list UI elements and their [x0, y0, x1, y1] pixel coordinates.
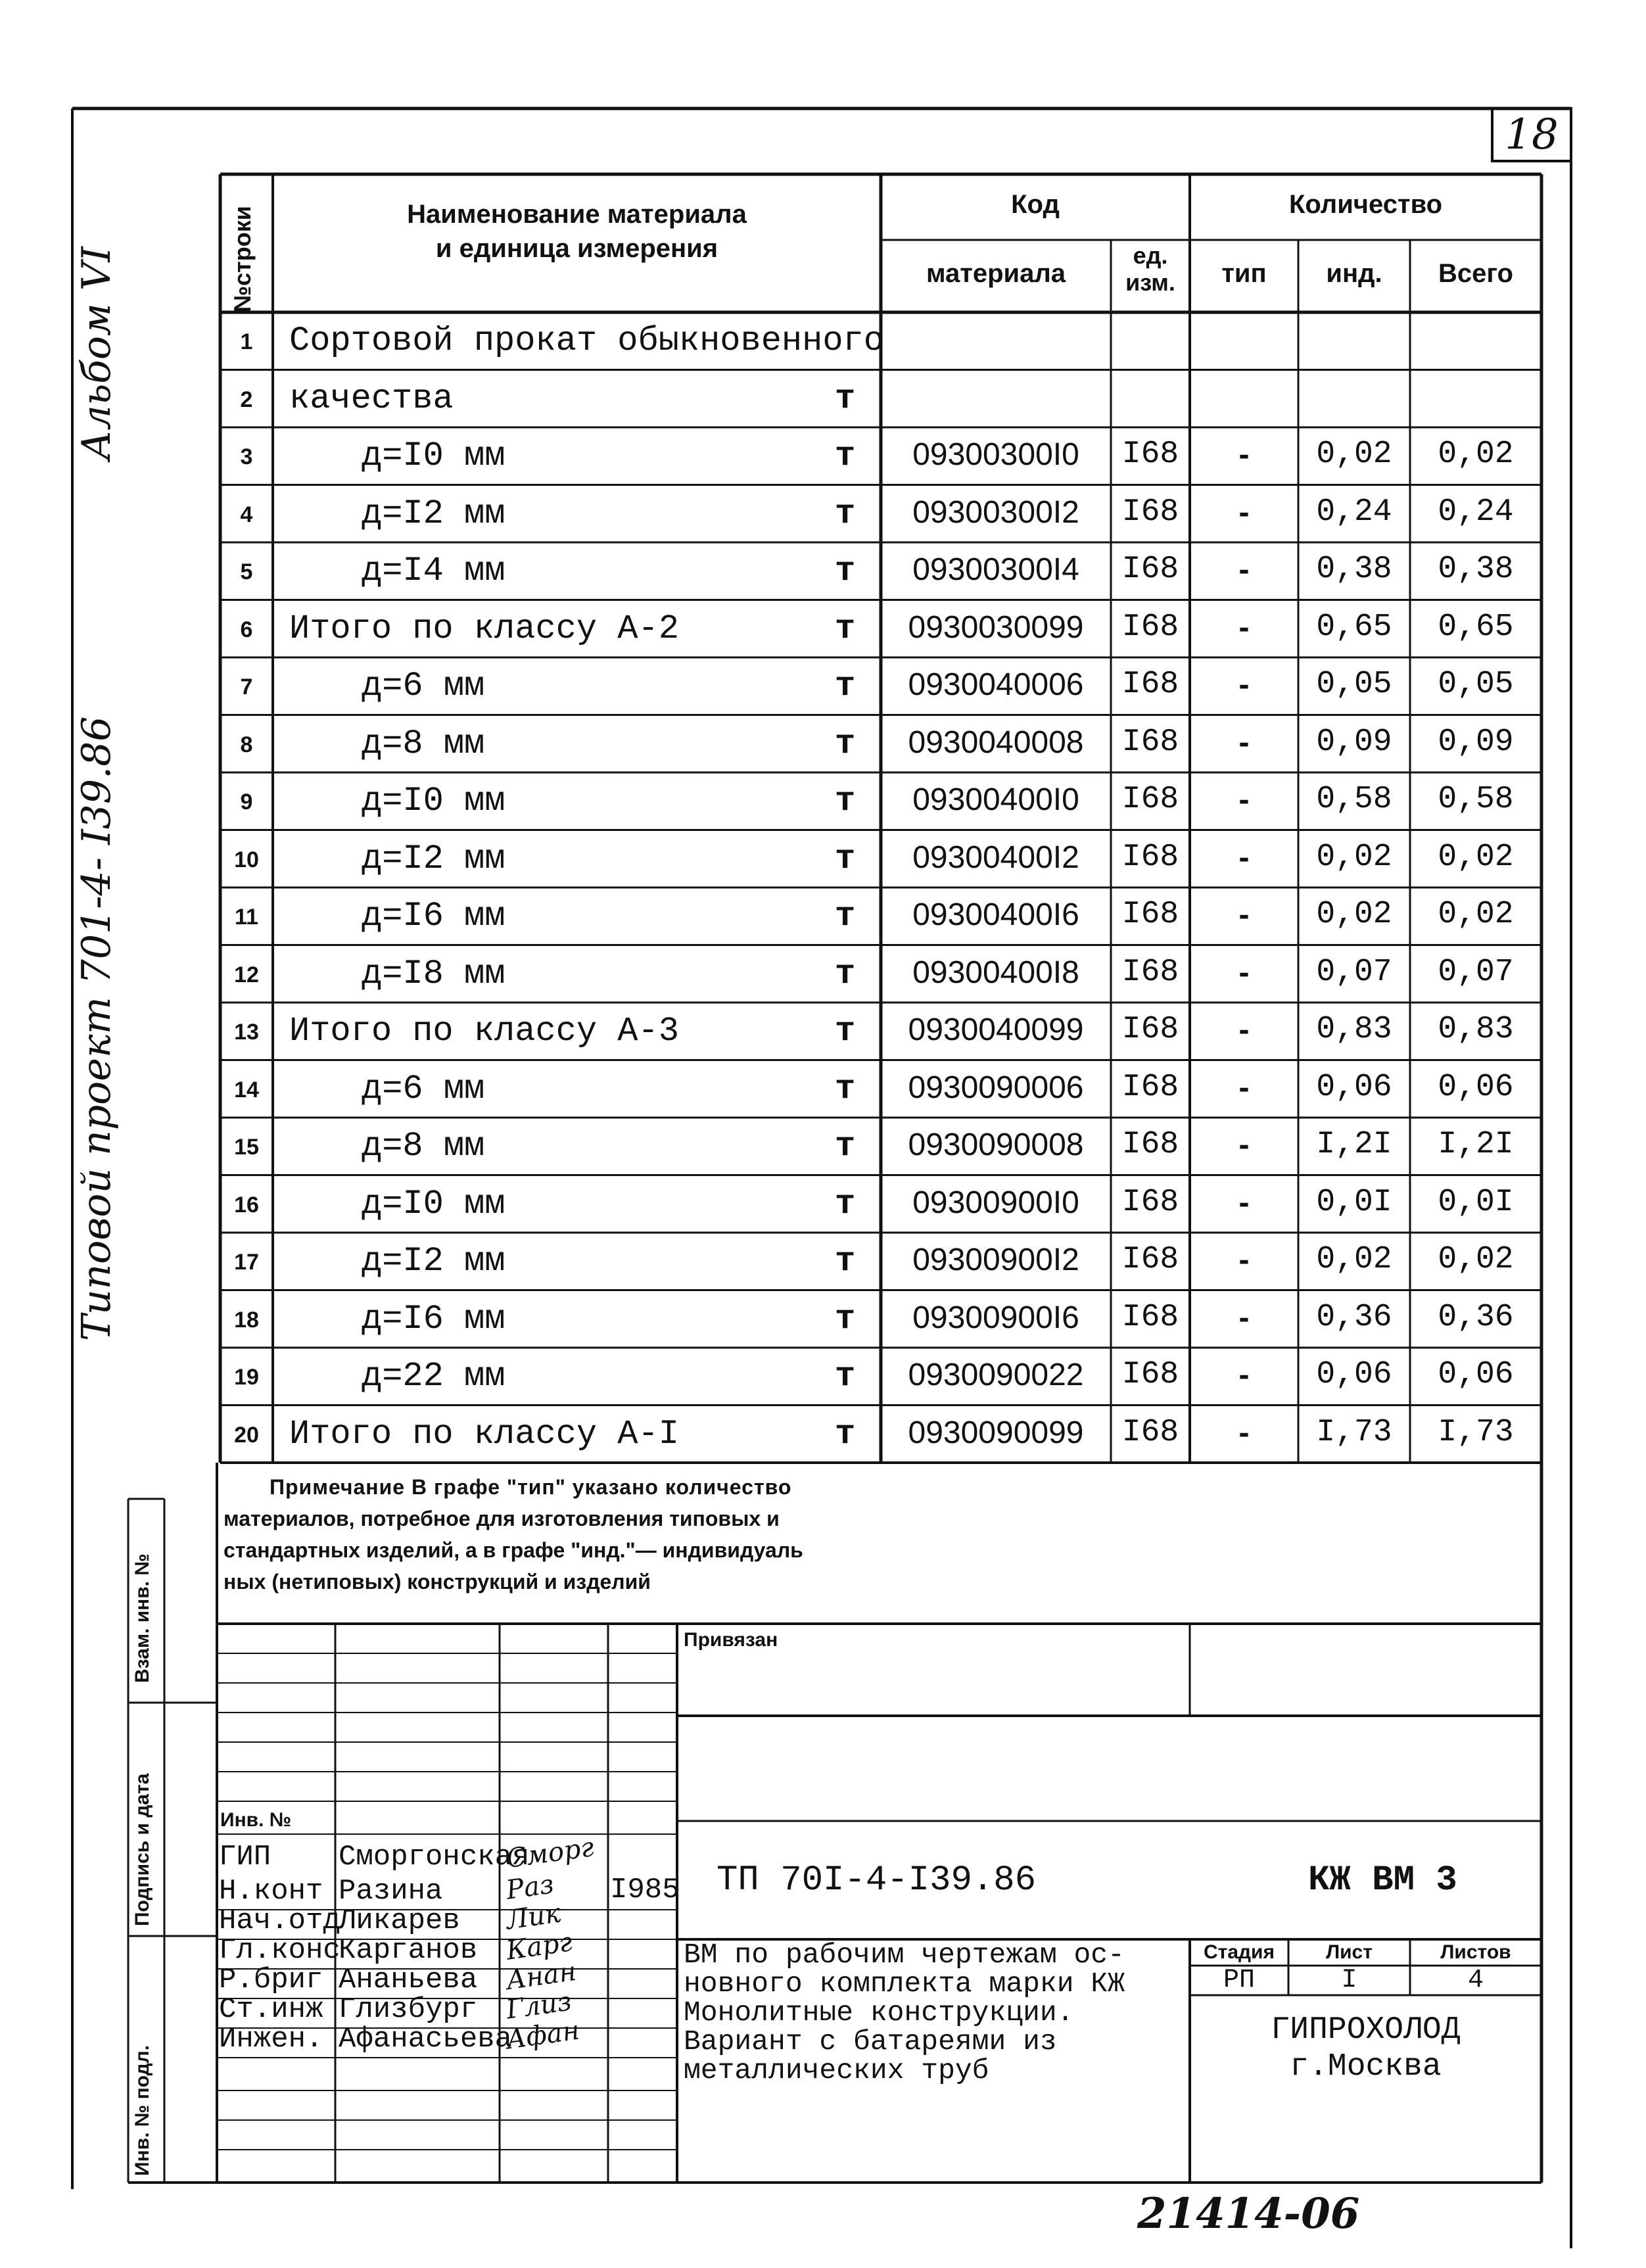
- material-code: 09300900I2: [912, 1242, 1079, 1277]
- ind-value: 0,0I: [1316, 1184, 1392, 1220]
- material-code: 09300300I2: [912, 494, 1079, 530]
- type-value: -: [1238, 552, 1250, 587]
- ind-value: 0,24: [1316, 494, 1392, 530]
- signature-icon: Анан: [504, 1956, 578, 1996]
- person-name: Ананьева: [339, 1964, 478, 1996]
- unit-letter: т: [835, 954, 856, 993]
- material-name: д=I6 мм: [362, 897, 506, 935]
- total-value: 0,07: [1438, 954, 1514, 990]
- material-header: материала: [926, 259, 1066, 288]
- unit-code: I68: [1121, 437, 1179, 472]
- stage-value: РП: [1223, 1966, 1255, 1995]
- note-line1: Примечание В графе "тип" указано количество: [270, 1475, 792, 1499]
- material-name: д=8 мм: [362, 1127, 485, 1166]
- ind-value: I,2I: [1316, 1127, 1392, 1162]
- ind-header: инд.: [1326, 259, 1382, 288]
- note: [223, 1471, 1472, 1597]
- material-name: д=22 мм: [362, 1357, 506, 1396]
- person-role: Ст.инж: [219, 1993, 323, 2026]
- type-value: -: [1238, 494, 1250, 530]
- row-number: 12: [234, 962, 259, 987]
- material-code: 09300300I0: [912, 437, 1079, 472]
- row-number-header: №строки: [229, 206, 256, 312]
- unit-code: I68: [1121, 1299, 1179, 1335]
- note-line3: стандартных изделий, а в графе "инд."— индивидуаль: [223, 1538, 803, 1562]
- unit-letter: т: [835, 839, 856, 878]
- material-name: д=8 мм: [362, 724, 485, 763]
- material-code: 0930040099: [908, 1012, 1084, 1047]
- ind-value: 0,65: [1316, 609, 1392, 645]
- type-value: -: [1238, 897, 1250, 932]
- material-code: 0930090008: [908, 1127, 1084, 1162]
- row-number: 17: [234, 1250, 259, 1275]
- org-name: ГИПРОХОЛОД: [1271, 2012, 1461, 2048]
- unit-letter: т: [835, 552, 856, 590]
- ind-value: 0,07: [1316, 954, 1392, 990]
- unit-letter: т: [835, 782, 856, 820]
- unit-code: I68: [1121, 1127, 1179, 1162]
- ind-value: 0,02: [1316, 897, 1392, 932]
- material-code: 0930090099: [908, 1415, 1084, 1450]
- signature-icon: Раз: [504, 1869, 556, 1906]
- privyazan-label: Привязан: [684, 1629, 778, 1651]
- project-label: Типовой проект 701-4- I39.86: [74, 716, 120, 1341]
- row-number: 4: [240, 502, 253, 527]
- code-header: Код: [1011, 190, 1060, 219]
- total-value: 0,36: [1438, 1299, 1514, 1335]
- type-value: -: [1238, 724, 1250, 760]
- material-code: 09300900I0: [912, 1185, 1079, 1220]
- unit-letter: т: [835, 1127, 856, 1166]
- ind-value: 0,05: [1316, 667, 1392, 702]
- material-name: Итого по классу А-I: [289, 1414, 679, 1453]
- material-code: 0930040008: [908, 724, 1084, 760]
- material-name: д=I2 мм: [362, 839, 506, 878]
- unit-code: I68: [1121, 494, 1179, 530]
- ind-value: 0,02: [1316, 1242, 1392, 1277]
- type-value: -: [1238, 1300, 1250, 1335]
- organization: [1190, 2012, 1541, 2085]
- material-name: Итого по классу А-2: [289, 609, 679, 648]
- material-code: 0930090022: [908, 1358, 1084, 1392]
- material-code: 09300900I6: [912, 1300, 1079, 1335]
- type-value: -: [1238, 1012, 1250, 1047]
- total-value: 0,06: [1438, 1357, 1514, 1392]
- material-name: д=I0 мм: [362, 437, 506, 475]
- signature-icon: Афан: [504, 2015, 582, 2056]
- unit-code: I68: [1121, 667, 1179, 702]
- signature-icon: Лик: [504, 1898, 563, 1936]
- sheet-label: Лист: [1326, 1941, 1373, 1963]
- unit-letter: т: [835, 724, 856, 763]
- material-name: д=6 мм: [362, 667, 485, 705]
- document-code: ТП 70I-4-I39.86: [717, 1860, 1037, 1901]
- quantity-header: Количество: [1288, 190, 1443, 219]
- ind-value: 0,09: [1316, 724, 1392, 760]
- total-value: 0,02: [1438, 897, 1514, 932]
- row-number: 19: [234, 1365, 259, 1390]
- inv-number-label: Инв. №: [220, 1809, 292, 1831]
- row-number: 10: [234, 847, 259, 872]
- type-value: -: [1238, 1185, 1250, 1220]
- unit-letter: т: [835, 609, 856, 648]
- unit-code: I68: [1121, 782, 1179, 817]
- type-value: -: [1238, 609, 1250, 645]
- total-value: I,73: [1438, 1414, 1514, 1450]
- unit-code: I68: [1121, 1414, 1179, 1450]
- person-name: Разина: [339, 1875, 443, 1908]
- signature-date-label: Подпись и дата: [131, 1773, 153, 1926]
- row-number: 7: [240, 674, 253, 699]
- document-title: [684, 1941, 1125, 2085]
- material-code: 09300400I2: [912, 839, 1079, 875]
- unit-code: I68: [1121, 1012, 1179, 1047]
- person-role: Гл.конс: [219, 1934, 341, 1967]
- person-name: Глизбург: [339, 1993, 478, 2026]
- unit-letter: т: [835, 1414, 856, 1453]
- total-header: Всего: [1438, 259, 1513, 288]
- total-value: 0,58: [1438, 782, 1514, 817]
- type-value: -: [1238, 1358, 1250, 1392]
- unit-letter: т: [835, 667, 856, 705]
- material-name: д=I2 мм: [362, 494, 506, 533]
- unit-code: I68: [1121, 897, 1179, 932]
- unit-letter: т: [835, 437, 856, 475]
- title-line-3: Монолитные конструкции.: [684, 1996, 1074, 2029]
- unit-letter: т: [835, 1012, 856, 1051]
- ind-value: 0,06: [1316, 1069, 1392, 1105]
- person-role: Н.конт: [219, 1875, 323, 1908]
- unit-code: I68: [1121, 1242, 1179, 1277]
- row-number: 1: [240, 329, 253, 354]
- row-number: 3: [240, 444, 253, 469]
- type-value: -: [1238, 437, 1250, 472]
- unit-header: ед. изм.: [1125, 242, 1175, 296]
- material-code: 0930040006: [908, 667, 1084, 702]
- signature-icon: Карг: [504, 1927, 575, 1966]
- title-line-1: ВМ по рабочим чертежам ос-: [684, 1939, 1125, 1971]
- unit-letter: т: [835, 1069, 856, 1108]
- person-name: Карганов: [339, 1934, 478, 1967]
- material-code: 09300400I0: [912, 782, 1079, 817]
- ind-value: 0,83: [1316, 1012, 1392, 1047]
- total-value: 0,02: [1438, 437, 1514, 472]
- type-value: -: [1238, 782, 1250, 817]
- total-value: 0,06: [1438, 1069, 1514, 1105]
- total-value: 0,24: [1438, 494, 1514, 530]
- note-line2: материалов, потребное для изготовления типовых и: [223, 1507, 780, 1530]
- material-code: 09300400I6: [912, 897, 1079, 932]
- ind-value: 0,38: [1316, 552, 1392, 587]
- material-name: д=6 мм: [362, 1069, 485, 1108]
- type-header: тип: [1221, 259, 1267, 288]
- row-number: 18: [234, 1307, 259, 1333]
- signature-icon: Глиз: [504, 1986, 574, 2025]
- total-value: 0,02: [1438, 1242, 1514, 1277]
- org-city: г.Москва: [1290, 2049, 1442, 2085]
- title-line-2: новного комплекта марки КЖ: [684, 1968, 1125, 2000]
- row-number: 6: [240, 617, 253, 642]
- material-code: 09300300I4: [912, 552, 1079, 587]
- material-name: д=I2 мм: [362, 1242, 506, 1281]
- material-name: д=I8 мм: [362, 954, 506, 993]
- name-header-line2: и единица измерения: [435, 234, 718, 263]
- material-name: д=I0 мм: [362, 1184, 506, 1223]
- material-code: 0930030099: [908, 609, 1084, 645]
- row-number: 20: [234, 1422, 259, 1448]
- row-number: 5: [240, 559, 253, 584]
- total-value: 0,83: [1438, 1012, 1514, 1047]
- year: I985: [610, 1874, 680, 1906]
- type-value: -: [1238, 667, 1250, 702]
- document-mark: КЖ ВМ 3: [1308, 1860, 1457, 1901]
- unit-code: I68: [1121, 552, 1179, 587]
- type-value: -: [1238, 839, 1250, 875]
- type-value: -: [1238, 1415, 1250, 1450]
- type-value: -: [1238, 955, 1250, 990]
- row-number: 8: [240, 732, 253, 757]
- ind-value: 0,02: [1316, 839, 1392, 875]
- unit-letter: т: [835, 1242, 856, 1281]
- row-number: 16: [234, 1192, 259, 1217]
- unit-letter: т: [835, 494, 856, 533]
- person-role: Р.бриг: [219, 1964, 323, 1996]
- row-number: 9: [240, 790, 253, 815]
- material-code: 09300400I8: [912, 955, 1079, 990]
- sheets-label: Листов: [1440, 1941, 1511, 1963]
- total-value: 0,0I: [1438, 1184, 1514, 1220]
- total-value: 0,38: [1438, 552, 1514, 587]
- unit-code: I68: [1121, 839, 1179, 875]
- ind-value: 0,58: [1316, 782, 1392, 817]
- unit-code: I68: [1121, 1357, 1179, 1392]
- material-name: д=I6 мм: [362, 1299, 506, 1338]
- row-number: 2: [240, 387, 253, 412]
- material-name: Итого по классу А-3: [289, 1012, 679, 1051]
- note-line4: ных (нетиповых) конструкций и изделий: [223, 1570, 651, 1594]
- total-value: 0,09: [1438, 724, 1514, 760]
- type-value: -: [1238, 1070, 1250, 1105]
- ind-value: 0,02: [1316, 437, 1392, 472]
- title-line-5: металлических труб: [684, 2054, 989, 2087]
- unit-letter: т: [835, 1184, 856, 1223]
- material-name: д=I4 мм: [362, 552, 506, 590]
- person-name: Сморгонская: [339, 1841, 530, 1874]
- title-line-4: Вариант с батареями из: [684, 2025, 1057, 2058]
- row-number: 14: [234, 1077, 259, 1102]
- total-value: 0,05: [1438, 667, 1514, 702]
- signature-icon: Сморг: [504, 1831, 596, 1875]
- sheet-value: I: [1341, 1966, 1357, 1995]
- unit-letter: т: [835, 897, 856, 935]
- row-number: 13: [234, 1020, 259, 1045]
- person-name: Афанасьева: [339, 2023, 513, 2056]
- unit-code: I68: [1121, 724, 1179, 760]
- material-code: 0930090006: [908, 1070, 1084, 1105]
- ind-value: I,73: [1316, 1414, 1392, 1450]
- unit-letter: т: [835, 1357, 856, 1396]
- material-name: качества: [289, 379, 454, 418]
- material-name: Сортовой прокат обыкновенного: [289, 321, 884, 360]
- total-value: I,2I: [1438, 1127, 1514, 1162]
- person-role: Инжен.: [219, 2023, 323, 2056]
- row-number: 11: [235, 905, 258, 930]
- person-role: ГИП: [219, 1841, 271, 1874]
- ind-value: 0,36: [1316, 1299, 1392, 1335]
- row-number: 15: [234, 1135, 259, 1160]
- person-role: Нач.отд: [219, 1904, 341, 1937]
- inv-podl-label: Инв. № подл.: [131, 2044, 153, 2176]
- unit-letter: т: [835, 1299, 856, 1338]
- unit-code: I68: [1121, 954, 1179, 990]
- ind-value: 0,06: [1316, 1357, 1392, 1392]
- total-value: 0,02: [1438, 839, 1514, 875]
- total-value: 0,65: [1438, 609, 1514, 645]
- unit-code: I68: [1121, 1069, 1179, 1105]
- unit-letter: т: [835, 379, 856, 418]
- type-value: -: [1238, 1127, 1250, 1162]
- material-name: д=I0 мм: [362, 782, 506, 820]
- name-header-line1: Наименование материала: [407, 200, 747, 229]
- sheets-value: 4: [1467, 1966, 1484, 1995]
- stage-label: Стадия: [1203, 1941, 1275, 1963]
- unit-code: I68: [1121, 1184, 1179, 1220]
- type-value: -: [1238, 1242, 1250, 1277]
- page-number: 18: [1505, 110, 1559, 159]
- vzam-inv-label: Взам. инв. №: [131, 1553, 153, 1683]
- person-name: Ликарев: [339, 1904, 460, 1937]
- album-label: Альбом VI: [74, 247, 120, 460]
- unit-code: I68: [1121, 609, 1179, 645]
- name-header: [273, 197, 881, 266]
- archive-number: 21414-06: [1137, 2189, 1360, 2238]
